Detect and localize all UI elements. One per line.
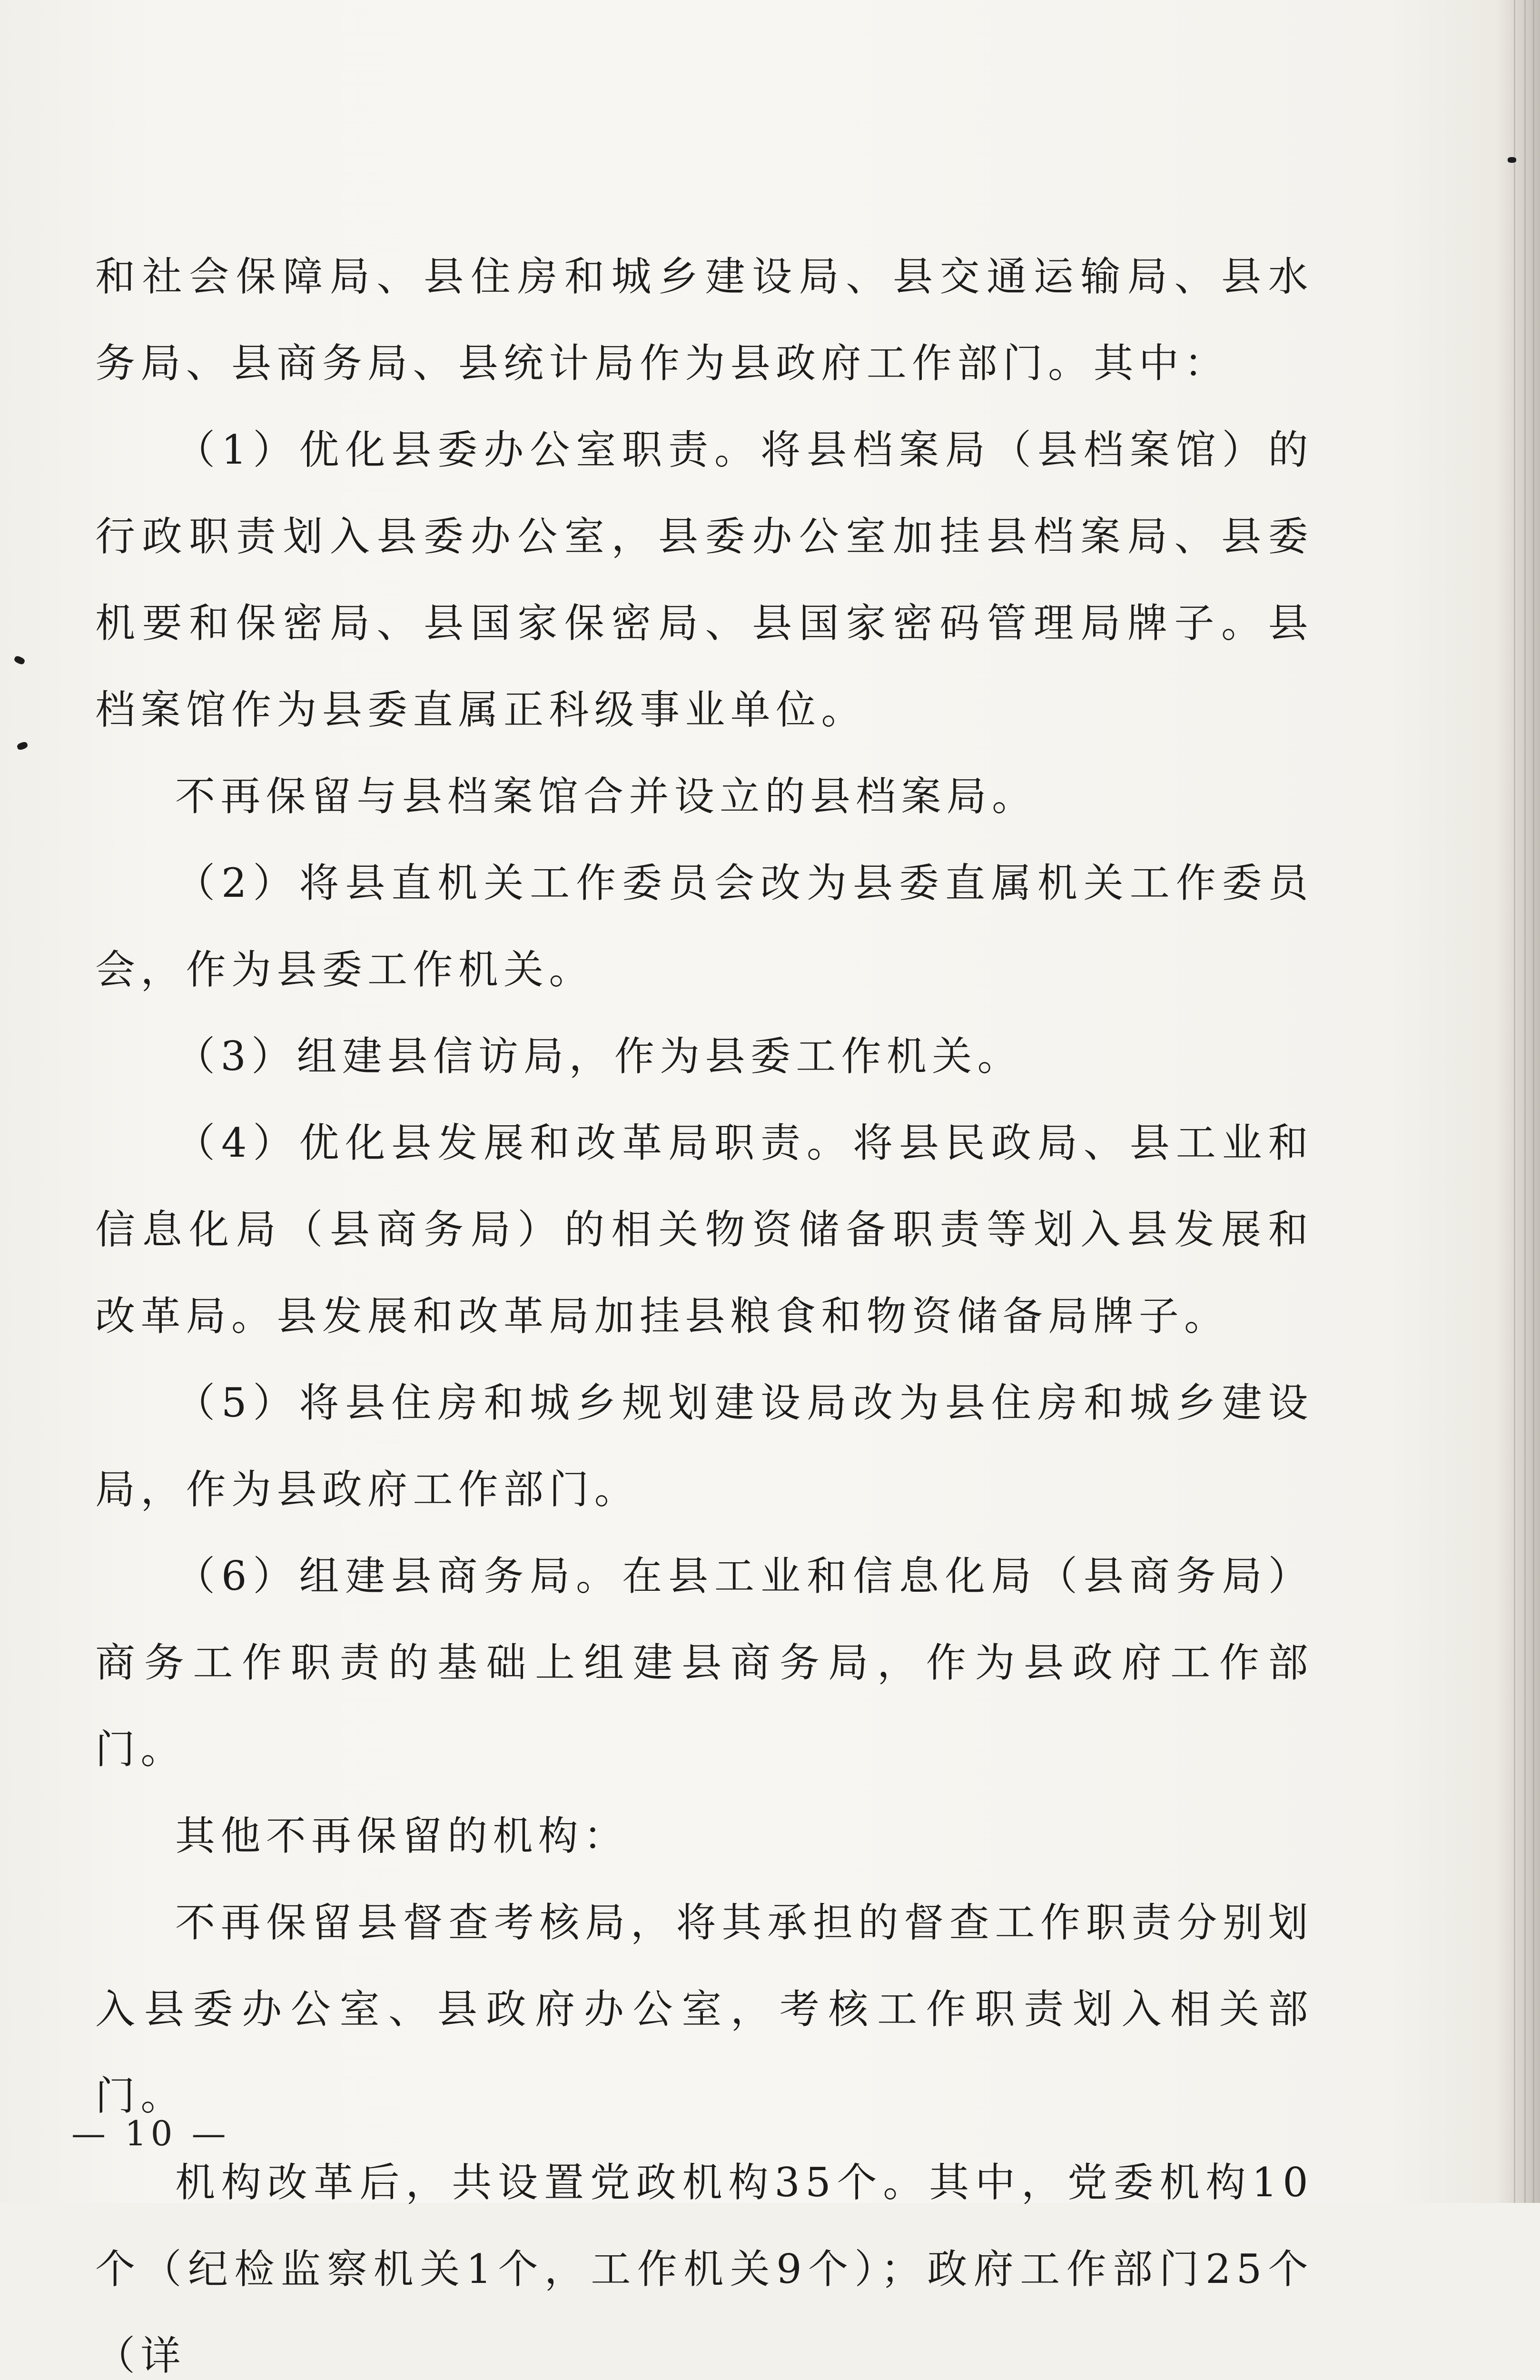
page-edge-line bbox=[1533, 0, 1534, 2203]
page-edge-line bbox=[1514, 0, 1515, 2203]
paragraph: （1）优化县委办公室职责。将县档案局（县档案馆）的行政职责划入县委办公室，县委办公室加挂县档案局、县委机要和保密局、县国家保密局、县国家密码管理局牌子。县档案馆作为县委直属正科级事业单位。 bbox=[95, 426, 1313, 733]
scan-speck bbox=[13, 655, 26, 665]
paragraph: 其他不再保留的机构： bbox=[175, 1813, 629, 1859]
paragraph: （6）组建县商务局。在县工业和信息化局（县商务局）商务工作职责的基础上组建县商务局，作为县政府工作部门。 bbox=[95, 1553, 1313, 1773]
paragraph: 机构改革后，共设置党政机构35个。其中，党委机构10个（纪检监察机关1个，工作机关9个）；政府工作部门25个（详 bbox=[95, 2159, 1313, 2379]
paragraph: （4）优化县发展和改革局职责。将县民政局、县工业和信息化局（县商务局）的相关物资储备职责等划入县发展和改革局。县发展和改革局加挂县粮食和物资储备局牌子。 bbox=[95, 1120, 1313, 1339]
paragraph: 和社会保障局、县住房和城乡建设局、县交通运输局、县水务局、县商务局、县统计局作为县政府工作部门。其中： bbox=[95, 253, 1313, 387]
scan-speck bbox=[16, 741, 28, 751]
scan-speck bbox=[1508, 157, 1516, 163]
paragraph: 不再保留与县档案馆合并设立的县档案局。 bbox=[175, 773, 1037, 820]
paragraph: （3）组建县信访局，作为县委工作机关。 bbox=[175, 1033, 1023, 1080]
paragraph: （5）将县住房和城乡规划建设局改为县住房和城乡建设局，作为县政府工作部门。 bbox=[95, 1379, 1313, 1513]
page-number: — 10 — bbox=[71, 2113, 230, 2153]
paragraph: 不再保留县督查考核局，将其承担的督查工作职责分别划入县委办公室、县政府办公室，考核工作职责划入相关部门。 bbox=[95, 1899, 1313, 2119]
body-text bbox=[95, 233, 1313, 2380]
paragraph: （2）将县直机关工作委员会改为县委直属机关工作委员会，作为县委工作机关。 bbox=[95, 860, 1313, 993]
page-edge-line bbox=[1524, 0, 1526, 2203]
